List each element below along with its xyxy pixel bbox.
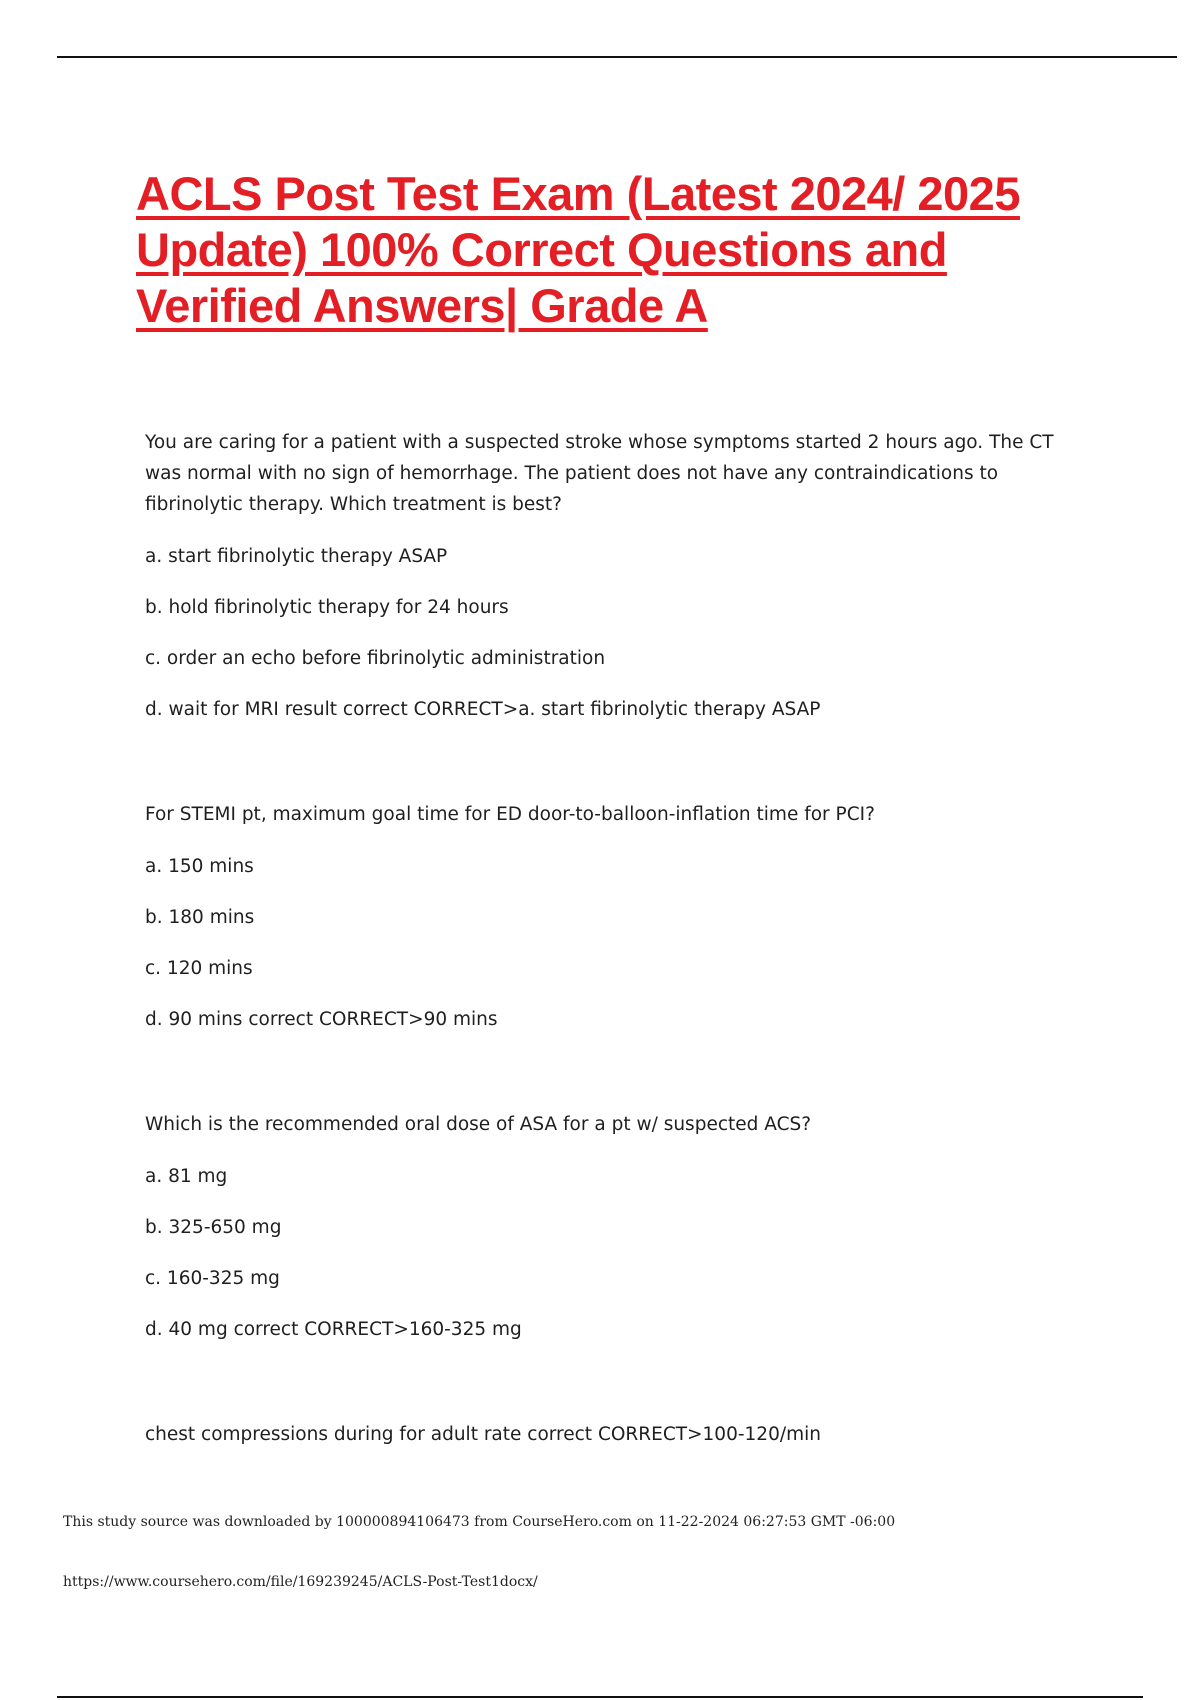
question-3 [145, 1109, 1075, 1345]
question-2 [145, 799, 1075, 1035]
question-4 [145, 1419, 1075, 1450]
answer-option: b. 325-650 mg [145, 1217, 282, 1238]
answer-option: a. 150 mins [145, 856, 254, 877]
answer-option: a. 81 mg [145, 1166, 228, 1187]
question-text: For STEMI pt, maximum goal time for ED door-to-balloon-inflation time for PCI? [145, 804, 875, 825]
question-list [145, 427, 1075, 1524]
answer-option: b. 180 mins [145, 907, 255, 928]
title-line-3: Verified Answers| Grade A [136, 279, 708, 332]
download-source-note: This study source was downloaded by 100000894106473 from CourseHero.com on 11-22-2024 06:27:53 GMT -06:00 [63, 1514, 896, 1530]
title-line-1: ACLS Post Test Exam (Latest 2024/ 2025 [136, 167, 1020, 220]
document-title [136, 166, 1136, 334]
answer-option: c. 160-325 mg [145, 1268, 280, 1289]
question-1 [145, 427, 1075, 725]
answer-option-with-correct-answer: d. wait for MRI result correct CORRECT>a. start fibrinolytic therapy ASAP [145, 699, 821, 720]
question-text: You are caring for a patient with a suspected stroke whose symptoms started 2 hours ago. The CT was normal with no sign of hemorrhage. The patient does not have any contraindications to fibrinolytic therapy. Which treatment is best? [145, 432, 1054, 515]
question-text-with-correct-answer: chest compressions during for adult rate correct CORRECT>100-120/min [145, 1424, 821, 1445]
question-text: Which is the recommended oral dose of ASA for a pt w/ suspected ACS? [145, 1114, 812, 1135]
source-url: https://www.coursehero.com/file/169239245/ACLS-Post-Test1docx/ [63, 1574, 538, 1590]
bottom-rule [57, 1696, 1143, 1698]
answer-option-with-correct-answer: d. 40 mg correct CORRECT>160-325 mg [145, 1319, 522, 1340]
answer-option: c. order an echo before fibrinolytic administration [145, 648, 606, 669]
answer-option: b. hold fibrinolytic therapy for 24 hours [145, 597, 509, 618]
title-line-2: Update) 100% Correct Questions and [136, 223, 947, 276]
top-rule [57, 56, 1177, 58]
answer-option: a. start fibrinolytic therapy ASAP [145, 546, 448, 567]
answer-option-with-correct-answer: d. 90 mins correct CORRECT>90 mins [145, 1009, 498, 1030]
answer-option: c. 120 mins [145, 958, 253, 979]
